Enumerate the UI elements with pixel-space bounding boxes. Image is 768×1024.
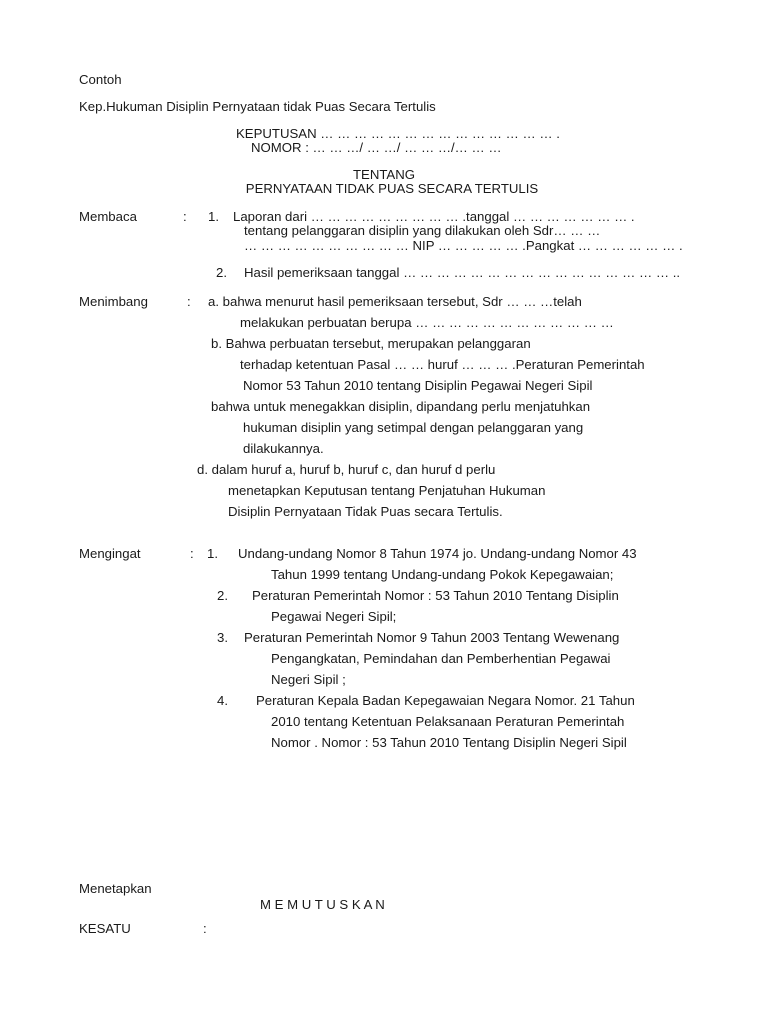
example-label: Contoh (79, 72, 122, 87)
mengingat-item1-line2: Tahun 1999 tentang Undang-undang Pokok Kepegawaian; (271, 567, 614, 582)
membaca-item1-number: 1. (208, 209, 219, 224)
menimbang-b-line2: terhadap ketentuan Pasal … … huruf … … … .Peraturan Pemerintah (240, 357, 645, 372)
mengingat-item3-number: 3. (217, 630, 228, 645)
keputusan-line: KEPUTUSAN … … … … … … … … … … … … … … . (236, 126, 560, 141)
kesatu-label: KESATU (79, 921, 131, 936)
mengingat-item2-line2: Pegawai Negeri Sipil; (271, 609, 397, 624)
menimbang-a-line2: melakukan perbuatan berupa … … … … … … … … … … … … (240, 315, 614, 330)
membaca-item1-line2: tentang pelanggaran disiplin yang dilakukan oleh Sdr… … … (244, 223, 601, 238)
membaca-item1-line1: Laporan dari … … … … … … … … … .tanggal … … … … … … … . (233, 209, 635, 224)
mengingat-item4-line2: 2010 tentang Ketentuan Pelaksanaan Peraturan Pemerintah (271, 714, 625, 729)
menimbang-colon: : (187, 294, 191, 309)
mengingat-item3-line3: Negeri Sipil ; (271, 672, 346, 687)
mengingat-item1-number: 1. (207, 546, 218, 561)
menimbang-b-line1: b. Bahwa perbuatan tersebut, merupakan pelanggaran (211, 336, 531, 351)
mengingat-item3-line2: Pengangkatan, Pemindahan dan Pemberhentian Pegawai (271, 651, 611, 666)
menimbang-a-line1: a. bahwa menurut hasil pemeriksaan tersebut, Sdr … … …telah (208, 294, 582, 309)
membaca-colon: : (183, 209, 187, 224)
membaca-label: Membaca (79, 209, 137, 224)
menimbang-b-line3: Nomor 53 Tahun 2010 tentang Disiplin Pegawai Negeri Sipil (243, 378, 593, 393)
kesatu-colon: : (203, 921, 207, 936)
menimbang-c-line1: bahwa untuk menegakkan disiplin, dipandang perlu menjatuhkan (211, 399, 591, 414)
menimbang-d-line3: Disiplin Pernyataan Tidak Puas secara Tertulis. (228, 504, 503, 519)
menimbang-c-line3: dilakukannya. (243, 441, 324, 456)
membaca-item2-number: 2. (216, 265, 227, 280)
mengingat-item4-line1: Peraturan Kepala Badan Kepegawaian Negara Nomor. 21 Tahun (256, 693, 635, 708)
nomor-line: NOMOR : … … …/ … …/ … … …/… … … (251, 140, 502, 155)
mengingat-item1-line1: Undang-undang Nomor 8 Tahun 1974 jo. Undang-undang Nomor 43 (238, 546, 637, 561)
membaca-item2-line1: Hasil pemeriksaan tanggal … … … … … … … … … … … … … … … … .. (244, 265, 681, 280)
mengingat-item4-number: 4. (217, 693, 228, 708)
mengingat-item2-number: 2. (217, 588, 228, 603)
menimbang-label: Menimbang (79, 294, 148, 309)
menimbang-d-line2: menetapkan Keputusan tentang Penjatuhan Hukuman (228, 483, 546, 498)
tentang-heading: TENTANG (352, 167, 416, 182)
menetapkan-label: Menetapkan (79, 881, 152, 896)
mengingat-item3-line1: Peraturan Pemerintah Nomor 9 Tahun 2003 Tentang Wewenang (244, 630, 620, 645)
mengingat-label: Mengingat (79, 546, 141, 561)
mengingat-item2-line1: Peraturan Pemerintah Nomor : 53 Tahun 2010 Tentang Disiplin (252, 588, 619, 603)
menimbang-d-line1: d. dalam huruf a, huruf b, huruf c, dan huruf d perlu (197, 462, 496, 477)
menimbang-c-line2: hukuman disiplin yang setimpal dengan pelanggaran yang (243, 420, 584, 435)
mengingat-colon: : (190, 546, 194, 561)
memutuskan-heading: M E M U T U S K A N (260, 897, 385, 912)
document-title: Kep.Hukuman Disiplin Pernyataan tidak Puas Secara Tertulis (79, 99, 436, 114)
mengingat-item4-line3: Nomor . Nomor : 53 Tahun 2010 Tentang Disiplin Negeri Sipil (271, 735, 627, 750)
membaca-item1-line3: … … … … … … … … … … NIP … … … … … .Pangkat … … … … … … . (244, 238, 683, 253)
subject-heading: PERNYATAAN TIDAK PUAS SECARA TERTULIS (245, 181, 539, 196)
